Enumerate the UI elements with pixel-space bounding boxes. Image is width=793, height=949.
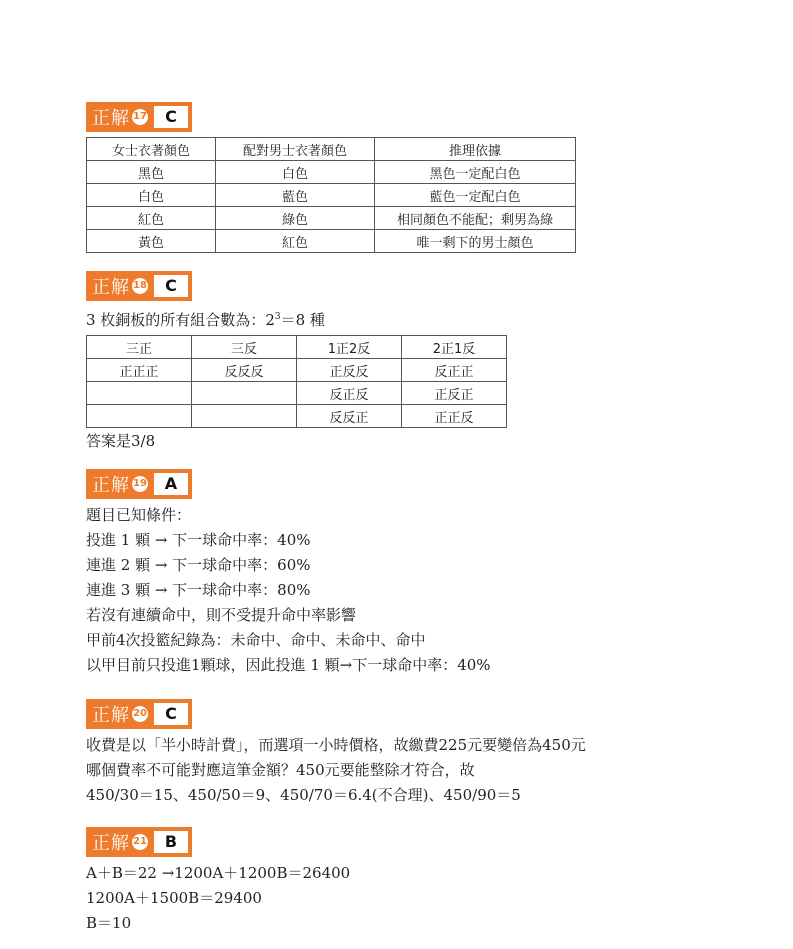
table-header-row	[87, 336, 507, 359]
table-cell: 黃色	[87, 230, 216, 253]
badge-label: 正解	[92, 705, 130, 726]
table-cell: 黑色一定配白色	[375, 161, 576, 184]
table-cell: 正正反	[402, 405, 507, 428]
explanation-line: 若沒有連續命中，則不受提升命中率影響	[86, 606, 357, 624]
answer-21-section	[86, 827, 350, 936]
table-cell: 藍色一定配白色	[375, 184, 576, 207]
intro-text: 3 枚銅板的所有組合數為：2	[86, 311, 275, 329]
table-cell: 反正正	[402, 359, 507, 382]
explanation-line: B＝10	[86, 914, 132, 932]
conclusion-text: 答案是3/8	[86, 432, 156, 450]
explanation-block	[86, 503, 491, 678]
table-cell: 紅色	[216, 230, 375, 253]
explanation-line: A＋B＝22 →1200A＋1200B＝26400	[86, 864, 351, 882]
coin-combination-intro	[86, 305, 507, 333]
table-row	[87, 207, 576, 230]
answer-badge-20	[86, 699, 192, 729]
circled-number-icon: 17	[132, 109, 148, 125]
explanation-line: 連進 3 顆 → 下一球命中率：80%	[86, 581, 311, 599]
answer-20-section	[86, 699, 586, 808]
answer-19-section	[86, 469, 491, 678]
table-cell	[192, 405, 297, 428]
answer-letter: C	[154, 703, 188, 725]
table-cell: 唯一剩下的男士顏色	[375, 230, 576, 253]
table-header: 女士衣著顏色	[87, 138, 216, 161]
table-cell: 紅色	[87, 207, 216, 230]
explanation-line: 題目已知條件：	[86, 506, 192, 524]
table-cell: 藍色	[216, 184, 375, 207]
explanation-line: 以甲目前只投進1顆球，因此投進 1 顆→下一球命中率：40%	[86, 656, 491, 674]
badge-label: 正解	[92, 475, 130, 496]
explanation-line: 1200A＋1500B＝29400	[86, 889, 262, 907]
table-header: 1正2反	[297, 336, 402, 359]
explanation-block	[86, 733, 586, 808]
explanation-line: 哪個費率不可能對應這筆金額？450元要能整除才符合，故	[86, 761, 475, 779]
table-cell: 反反正	[297, 405, 402, 428]
table-header: 2正1反	[402, 336, 507, 359]
answer-badge-17	[86, 102, 192, 132]
badge-label: 正解	[92, 277, 130, 298]
explanation-line: 投進 1 顆 → 下一球命中率：40%	[86, 531, 311, 549]
answer-letter: B	[154, 831, 188, 853]
circled-number-icon: 19	[132, 476, 148, 492]
answer-letter: C	[154, 275, 188, 297]
table-row	[87, 382, 507, 405]
circled-number-icon: 20	[132, 706, 148, 722]
explanation-line: 甲前4次投籃紀錄為：未命中、命中、未命中、命中	[86, 631, 426, 649]
table-row	[87, 359, 507, 382]
answer-badge-18	[86, 271, 192, 301]
color-pairing-table	[86, 137, 576, 253]
intro-text: ＝8 種	[280, 311, 325, 329]
answer-badge-19	[86, 469, 192, 499]
table-cell	[192, 382, 297, 405]
table-cell: 正反正	[402, 382, 507, 405]
table-row	[87, 161, 576, 184]
badge-label: 正解	[92, 108, 130, 129]
table-cell: 反正反	[297, 382, 402, 405]
explanation-block	[86, 861, 350, 936]
table-cell	[87, 382, 192, 405]
answer-17-section	[86, 102, 576, 253]
table-cell: 反反反	[192, 359, 297, 382]
answer-18-section	[86, 271, 507, 454]
table-row	[87, 230, 576, 253]
coin-outcome-table	[86, 335, 507, 428]
explanation-line: 收費是以「半小時計費」，而選項一小時價格，故繳費225元要變倍為450元	[86, 736, 586, 754]
table-cell: 正正正	[87, 359, 192, 382]
badge-label: 正解	[92, 833, 130, 854]
table-cell: 相同顏色不能配；剩男為綠	[375, 207, 576, 230]
answer-letter: A	[154, 473, 188, 495]
table-row	[87, 405, 507, 428]
explanation-line: 450/30＝15、450/50＝9、450/70＝6.4(不合理)、450/90＝5	[86, 786, 521, 804]
table-cell: 白色	[87, 184, 216, 207]
circled-number-icon: 18	[132, 278, 148, 294]
table-cell: 黑色	[87, 161, 216, 184]
answer-letter: C	[154, 106, 188, 128]
intro-exponent: 3	[274, 312, 281, 322]
answer-badge-21	[86, 827, 192, 857]
table-header: 三正	[87, 336, 192, 359]
table-cell: 白色	[216, 161, 375, 184]
circled-number-icon: 21	[132, 834, 148, 850]
table-row	[87, 184, 576, 207]
table-header: 三反	[192, 336, 297, 359]
table-header-row	[87, 138, 576, 161]
table-header: 配對男士衣著顏色	[216, 138, 375, 161]
table-cell: 正反反	[297, 359, 402, 382]
table-header: 推理依據	[375, 138, 576, 161]
explanation-line: 連進 2 顆 → 下一球命中率：60%	[86, 556, 311, 574]
table-cell: 綠色	[216, 207, 375, 230]
table-cell	[87, 405, 192, 428]
